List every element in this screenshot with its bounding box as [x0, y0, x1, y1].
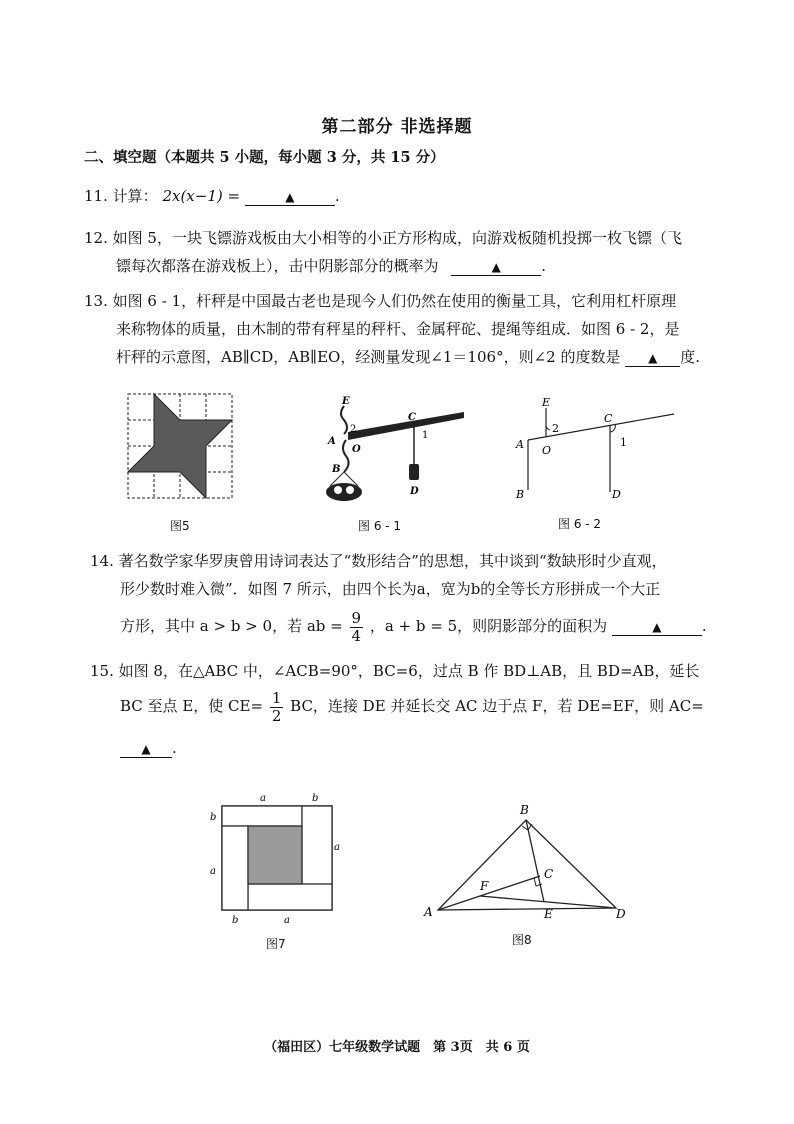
q13-line1: 如图 6 - 1，杆秤是中国最古老也是现今人们仍然在使用的衡量工具，它利用杠杆原理 [112, 292, 677, 310]
q12-line1: 如图 5，一块飞镖游戏板由大小相等的小正方形构成，向游戏板随机投掷一枚飞镖（飞 [112, 229, 682, 247]
label-d: D [410, 486, 419, 497]
page-footer: （福田区）七年级数学试题 第 3页 共 6 页 [264, 1040, 530, 1055]
right-angle-c [534, 878, 542, 886]
rect-bottom [248, 884, 332, 910]
label-b: B [332, 464, 341, 475]
q14-line3a: 方形，其中 a > b > 0，若 ab = [120, 617, 343, 635]
label-c: C [408, 412, 416, 423]
q15-fraction [270, 690, 284, 725]
question-12-line1 [84, 228, 682, 248]
question-15-line3 [120, 738, 177, 758]
q15-answer-blank: ▲ [120, 741, 172, 758]
q15-line2b: BC，连接 DE 并延长交 AC 边于点 F，若 DE=EF，则 AC= [290, 697, 704, 715]
rect-top [222, 806, 302, 826]
question-14-line3 [120, 606, 707, 646]
q15-fraction-denominator: 2 [271, 706, 282, 725]
q11-end: . [334, 187, 340, 205]
q13-line3: 杆秤的示意图，AB∥CD，AB∥EO，经测量发现∠1＝106°，则∠2 的度数是 [116, 348, 621, 366]
label-b: B [516, 488, 525, 501]
label-1: 1 [620, 436, 627, 449]
q13-answer-blank: ▲ [625, 350, 680, 367]
q12-number: 12. [84, 229, 108, 247]
figure-6-1-steelyard [318, 392, 470, 512]
label-o: O [352, 444, 361, 455]
q13-number: 13. [84, 292, 108, 310]
figure-7-square [204, 788, 350, 932]
question-15-line1 [90, 661, 699, 681]
label-c: C [544, 867, 554, 881]
figure-8-caption: 图8 [512, 933, 532, 947]
figure-5-caption: 图5 [170, 519, 190, 533]
hook-rope [343, 440, 349, 472]
figure-8-triangles [420, 798, 632, 920]
q11-text: 计算： [112, 187, 158, 205]
label-d: D [612, 488, 621, 501]
beam [348, 412, 464, 440]
label-d: D [616, 907, 626, 920]
label-e: E [544, 907, 553, 920]
q14-fraction-denominator: 4 [351, 626, 362, 645]
label-a: A [516, 438, 524, 451]
label-c: C [604, 412, 613, 425]
question-15-line2 [120, 686, 704, 726]
label-1: 1 [422, 430, 429, 441]
label-right-a: a [334, 842, 340, 853]
q14-line1: 著名数学家华罗庚曾用诗词表达了“数形结合”的思想，其中谈到“数缺形时少直观， [118, 552, 667, 570]
shaded-center [248, 826, 302, 884]
q12-line2: 镖每次都落在游戏板上），击中阴影部分的概率为 [116, 257, 439, 275]
label-bottom-b: b [232, 915, 239, 926]
figure-5-dartboard [126, 392, 236, 504]
weight [409, 464, 419, 480]
question-13-line3 [116, 347, 700, 367]
part2-header: 二、填空题（本题共 5 小题，每小题 3 分，共 15 分） [84, 149, 445, 166]
q14-answer-blank: ▲ [612, 619, 702, 636]
label-bottom-a: a [284, 915, 290, 926]
q14-fraction-numerator: 9 [351, 608, 362, 627]
label-left-b: b [210, 812, 217, 823]
lift-rope [341, 406, 347, 434]
label-top-a: a [260, 793, 266, 804]
question-13-line2: 来称物体的质量，由木制的带有秤星的秤杆、金属秤砣、提绳等组成．如图 6 - 2，是 [116, 320, 680, 338]
triangle-abd [438, 820, 616, 910]
q11-expression: 2x(x−1) = [162, 187, 241, 205]
q15-line2a: BC 至点 E，使 CE= [120, 697, 264, 715]
section-title: 第二部分 非选择题 [321, 117, 473, 137]
question-14-line2: 形少数时难入微”．如图 7 所示，由四个长为a，宽为b的全等长方形拼成一个大正 [120, 580, 661, 598]
label-2: 2 [350, 424, 357, 435]
label-a: A [328, 436, 336, 447]
figure-6-1-caption: 图 6 - 1 [358, 519, 402, 533]
label-b: B [520, 803, 529, 817]
rect-right [302, 806, 332, 884]
question-11 [84, 186, 340, 206]
figure-7-caption: 图7 [266, 937, 286, 951]
q15-fraction-numerator: 1 [271, 688, 282, 707]
line-be [526, 820, 544, 902]
q15-number: 15. [90, 662, 114, 680]
figure-6-2-diagram [506, 392, 678, 510]
q15-end: . [172, 739, 177, 757]
q12-answer-blank: ▲ [451, 259, 541, 276]
q14-number: 14. [90, 552, 114, 570]
label-f: F [480, 879, 489, 893]
q14-line3b: ，a + b = 5，则阴影部分的面积为 [369, 617, 608, 635]
question-14-line1 [90, 551, 667, 571]
q14-fraction [350, 610, 364, 645]
question-13-line1 [84, 291, 676, 311]
label-2: 2 [552, 422, 559, 435]
q11-answer-blank: ▲ [245, 189, 335, 206]
pan [326, 483, 362, 501]
line-ac [438, 876, 540, 910]
q11-number: 11. [84, 187, 108, 205]
label-left-a: a [210, 866, 216, 877]
q15-line1: 如图 8，在△ABC 中，∠ACB=90°，BC=6，过点 B 作 BD⊥AB，且 BD=AB，延长 [118, 662, 700, 680]
question-12-line2 [116, 256, 546, 276]
label-e: E [542, 396, 551, 409]
q13-end: 度. [680, 348, 701, 366]
label-top-b: b [312, 793, 319, 804]
label-e: E [342, 396, 350, 407]
label-a: A [424, 905, 433, 919]
q14-end: . [701, 617, 707, 635]
q12-end: . [541, 257, 547, 275]
line-ac [528, 414, 674, 440]
figure-6-2-caption: 图 6 - 2 [558, 517, 602, 531]
rect-left [222, 826, 248, 910]
label-o: O [542, 444, 552, 457]
